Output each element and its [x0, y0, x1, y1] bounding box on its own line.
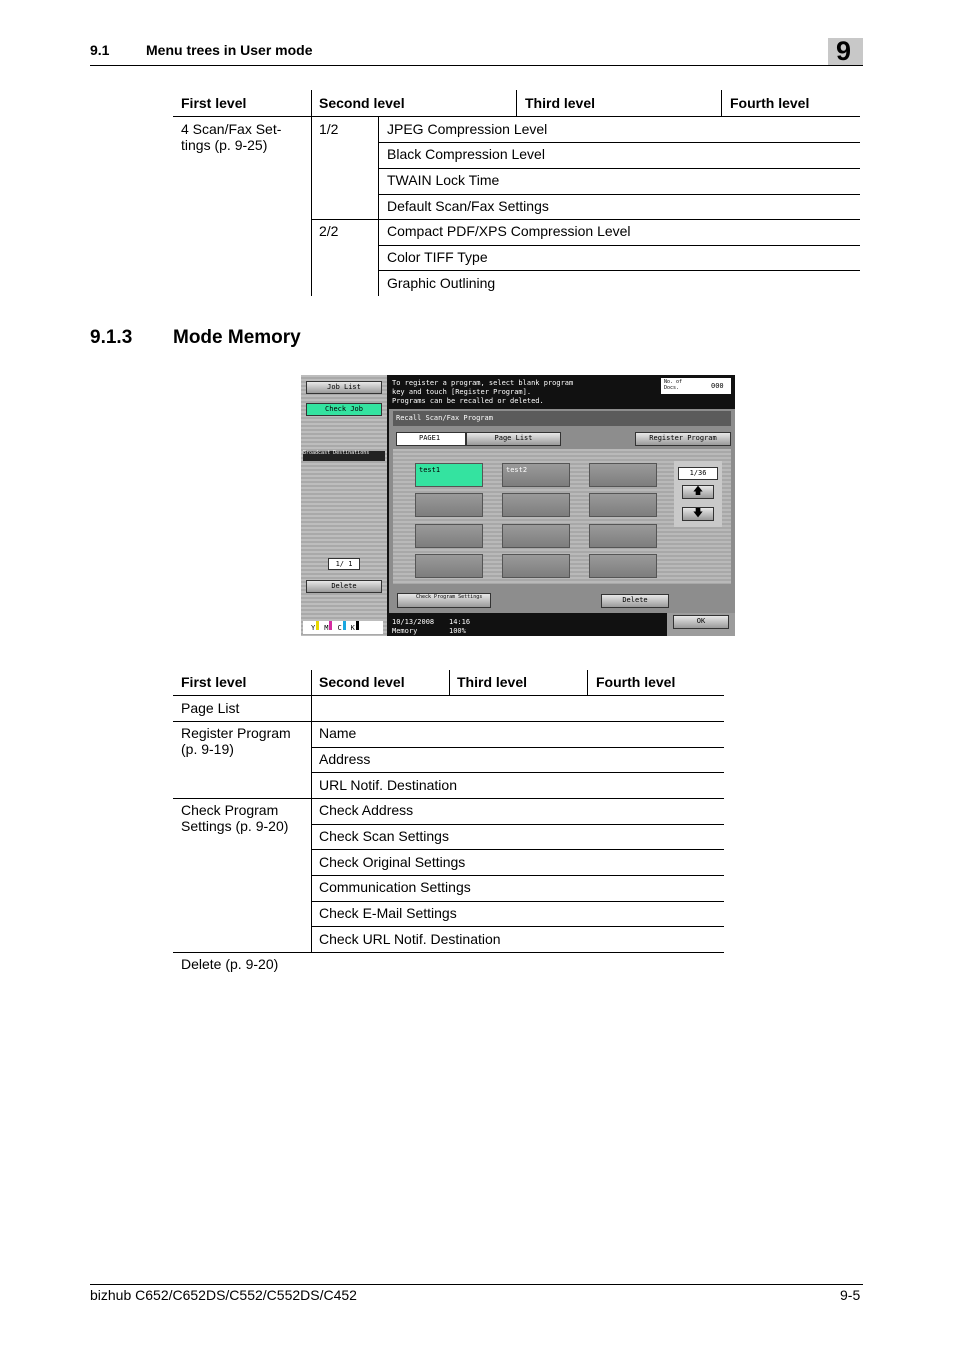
table1-item: Graphic Outlining — [387, 275, 496, 291]
program-button-blank[interactable] — [589, 463, 657, 487]
table1-divider — [721, 90, 722, 116]
memory-value: 100% — [449, 627, 466, 635]
scroll-counter: 1/36 — [678, 467, 718, 480]
table2-register-item: Address — [319, 751, 371, 767]
table2-register-item: URL Notif. Destination — [319, 777, 457, 793]
table2-register-program-line1: Register Program — [181, 725, 291, 741]
table2-check-item: Communication Settings — [319, 879, 471, 895]
table2-page-list: Page List — [181, 700, 240, 716]
table2-check-program-line1: Check Program — [181, 802, 279, 818]
toner-y-bar — [316, 621, 319, 630]
footer-page-number: 9-5 — [840, 1287, 861, 1303]
table1-rule — [378, 194, 860, 195]
table1-item: JPEG Compression Level — [387, 121, 548, 137]
tab-page1[interactable]: PAGE1 — [396, 432, 466, 446]
table1-item: Black Compression Level — [387, 146, 545, 162]
arrow-up-icon: 🡅 — [692, 486, 704, 497]
table2-register-item: Name — [319, 725, 357, 741]
table1-header-second: Second level — [319, 95, 405, 111]
table1-rule — [173, 116, 860, 117]
header-section-number: 9.1 — [90, 42, 110, 58]
program-button-blank[interactable] — [415, 493, 483, 517]
table1-divider — [311, 90, 312, 116]
table1-divider — [516, 90, 517, 116]
table1-header-third: Third level — [525, 95, 596, 111]
table2-rule — [311, 875, 724, 876]
toner-indicator — [303, 621, 383, 634]
table1-header-fourth: Fourth level — [730, 95, 810, 111]
header-section-title: Menu trees in User mode — [146, 42, 313, 58]
table2-rule — [311, 849, 724, 850]
mode-memory-screen — [301, 375, 735, 636]
doc-count-label: No. of Docs. — [664, 379, 683, 391]
table2-check-item: Check E-Mail Settings — [319, 905, 457, 921]
table2-divider — [311, 670, 312, 695]
toner-y-label: Y — [311, 624, 316, 632]
message-line-1: To register a program, select blank program — [392, 379, 574, 387]
program-button-blank[interactable] — [589, 554, 657, 578]
table1-page-label: 1/2 — [319, 121, 339, 137]
register-program-button[interactable]: Register Program — [635, 432, 731, 446]
table2-header-fourth: Fourth level — [596, 674, 676, 690]
tab-page-list[interactable]: Page List — [466, 432, 561, 446]
scroll-down-button[interactable] — [682, 507, 714, 521]
table2-divider — [587, 670, 588, 695]
footer-model: bizhub C652/C652DS/C552/C552DS/C452 — [90, 1287, 357, 1303]
table2-header-third: Third level — [457, 674, 528, 690]
message-line-3: Programs can be recalled or deleted. — [392, 397, 544, 405]
toner-k-label: K — [350, 624, 355, 632]
table1-item: Default Scan/Fax Settings — [387, 198, 549, 214]
table2-check-item: Check Scan Settings — [319, 828, 449, 844]
table1-item: Compact PDF/XPS Compression Level — [387, 223, 631, 239]
table1-rule — [311, 219, 860, 220]
table2-header-second: Second level — [319, 674, 405, 690]
program-button-blank[interactable] — [502, 554, 570, 578]
program-button-test2[interactable]: test2 — [502, 463, 570, 487]
broadcast-destinations-label: Broadcast Destinations — [303, 451, 385, 461]
date-label: 10/13/2008 — [392, 618, 435, 626]
table2-rule — [173, 695, 724, 696]
time-label: 14:16 — [449, 618, 471, 626]
program-button-blank[interactable] — [502, 493, 570, 517]
table2-rule — [311, 824, 724, 825]
toner-c-bar — [343, 621, 346, 630]
table2-rule — [311, 926, 724, 927]
table2-rule — [311, 901, 724, 902]
table2-rule — [311, 772, 724, 773]
table1-header-first: First level — [181, 95, 247, 111]
table1-rule — [378, 270, 860, 271]
check-program-settings-button[interactable]: Check Program Settings — [397, 593, 491, 608]
table1-first-level-line2: tings (p. 9-25) — [181, 137, 268, 153]
table1-rule — [378, 245, 860, 246]
footer-rule — [90, 1284, 863, 1285]
doc-count-value: 000 — [711, 382, 724, 390]
table1-item: TWAIN Lock Time — [387, 172, 500, 188]
header-rule — [90, 65, 863, 66]
doc-count-box — [661, 378, 731, 394]
table2-rule — [173, 798, 724, 799]
memory-label: Memory — [392, 627, 418, 635]
program-button-blank[interactable] — [415, 554, 483, 578]
table2-header-first: First level — [181, 674, 247, 690]
program-button-blank[interactable] — [589, 524, 657, 548]
table2-check-item: Check URL Notif. Destination — [319, 931, 501, 947]
table2-rule — [311, 747, 724, 748]
delete-button[interactable]: Delete — [601, 594, 669, 608]
table2-check-item: Check Original Settings — [319, 854, 466, 870]
toner-k-bar — [356, 621, 359, 630]
table1-rule — [378, 142, 860, 143]
page-counter: 1/ 1 — [328, 558, 360, 570]
table1-page-label: 2/2 — [319, 223, 339, 239]
left-delete-button[interactable]: Delete — [306, 580, 382, 593]
message-line-2: key and touch [Register Program]. — [392, 388, 532, 396]
table1-first-level-line1: 4 Scan/Fax Set- — [181, 121, 282, 137]
table1-rule — [378, 168, 860, 169]
section-number: 9.1.3 — [90, 327, 133, 348]
arrow-down-icon: 🡇 — [692, 508, 704, 519]
table2-rule — [173, 721, 724, 722]
table2-register-program-line2: (p. 9-19) — [181, 741, 234, 757]
table2-delete: Delete (p. 9-20) — [181, 956, 279, 972]
table2-check-item: Check Address — [319, 802, 414, 818]
table2-rule — [173, 952, 724, 953]
section-title: Mode Memory — [173, 327, 301, 348]
table1-item: Color TIFF Type — [387, 249, 488, 265]
program-button-blank[interactable] — [502, 524, 570, 548]
table2-divider — [449, 670, 450, 695]
table1-divider — [311, 116, 312, 296]
screen-title: Recall Scan/Fax Program — [396, 414, 493, 422]
program-button-blank[interactable] — [589, 493, 657, 517]
check-job-button[interactable]: Check Job — [306, 403, 382, 416]
table2-check-program-line2: Settings (p. 9-20) — [181, 818, 289, 834]
scroll-up-button[interactable] — [682, 485, 714, 499]
program-button-test1[interactable]: test1 — [415, 463, 483, 487]
table1-divider — [378, 116, 379, 296]
program-button-blank[interactable] — [415, 524, 483, 548]
ok-button[interactable]: OK — [673, 615, 729, 629]
chapter-number: 9 — [836, 36, 852, 66]
toner-m-bar — [329, 621, 332, 630]
toner-c-label: C — [337, 624, 342, 632]
toner-m-label: M — [324, 624, 329, 632]
job-list-button[interactable]: Job List — [306, 381, 382, 394]
